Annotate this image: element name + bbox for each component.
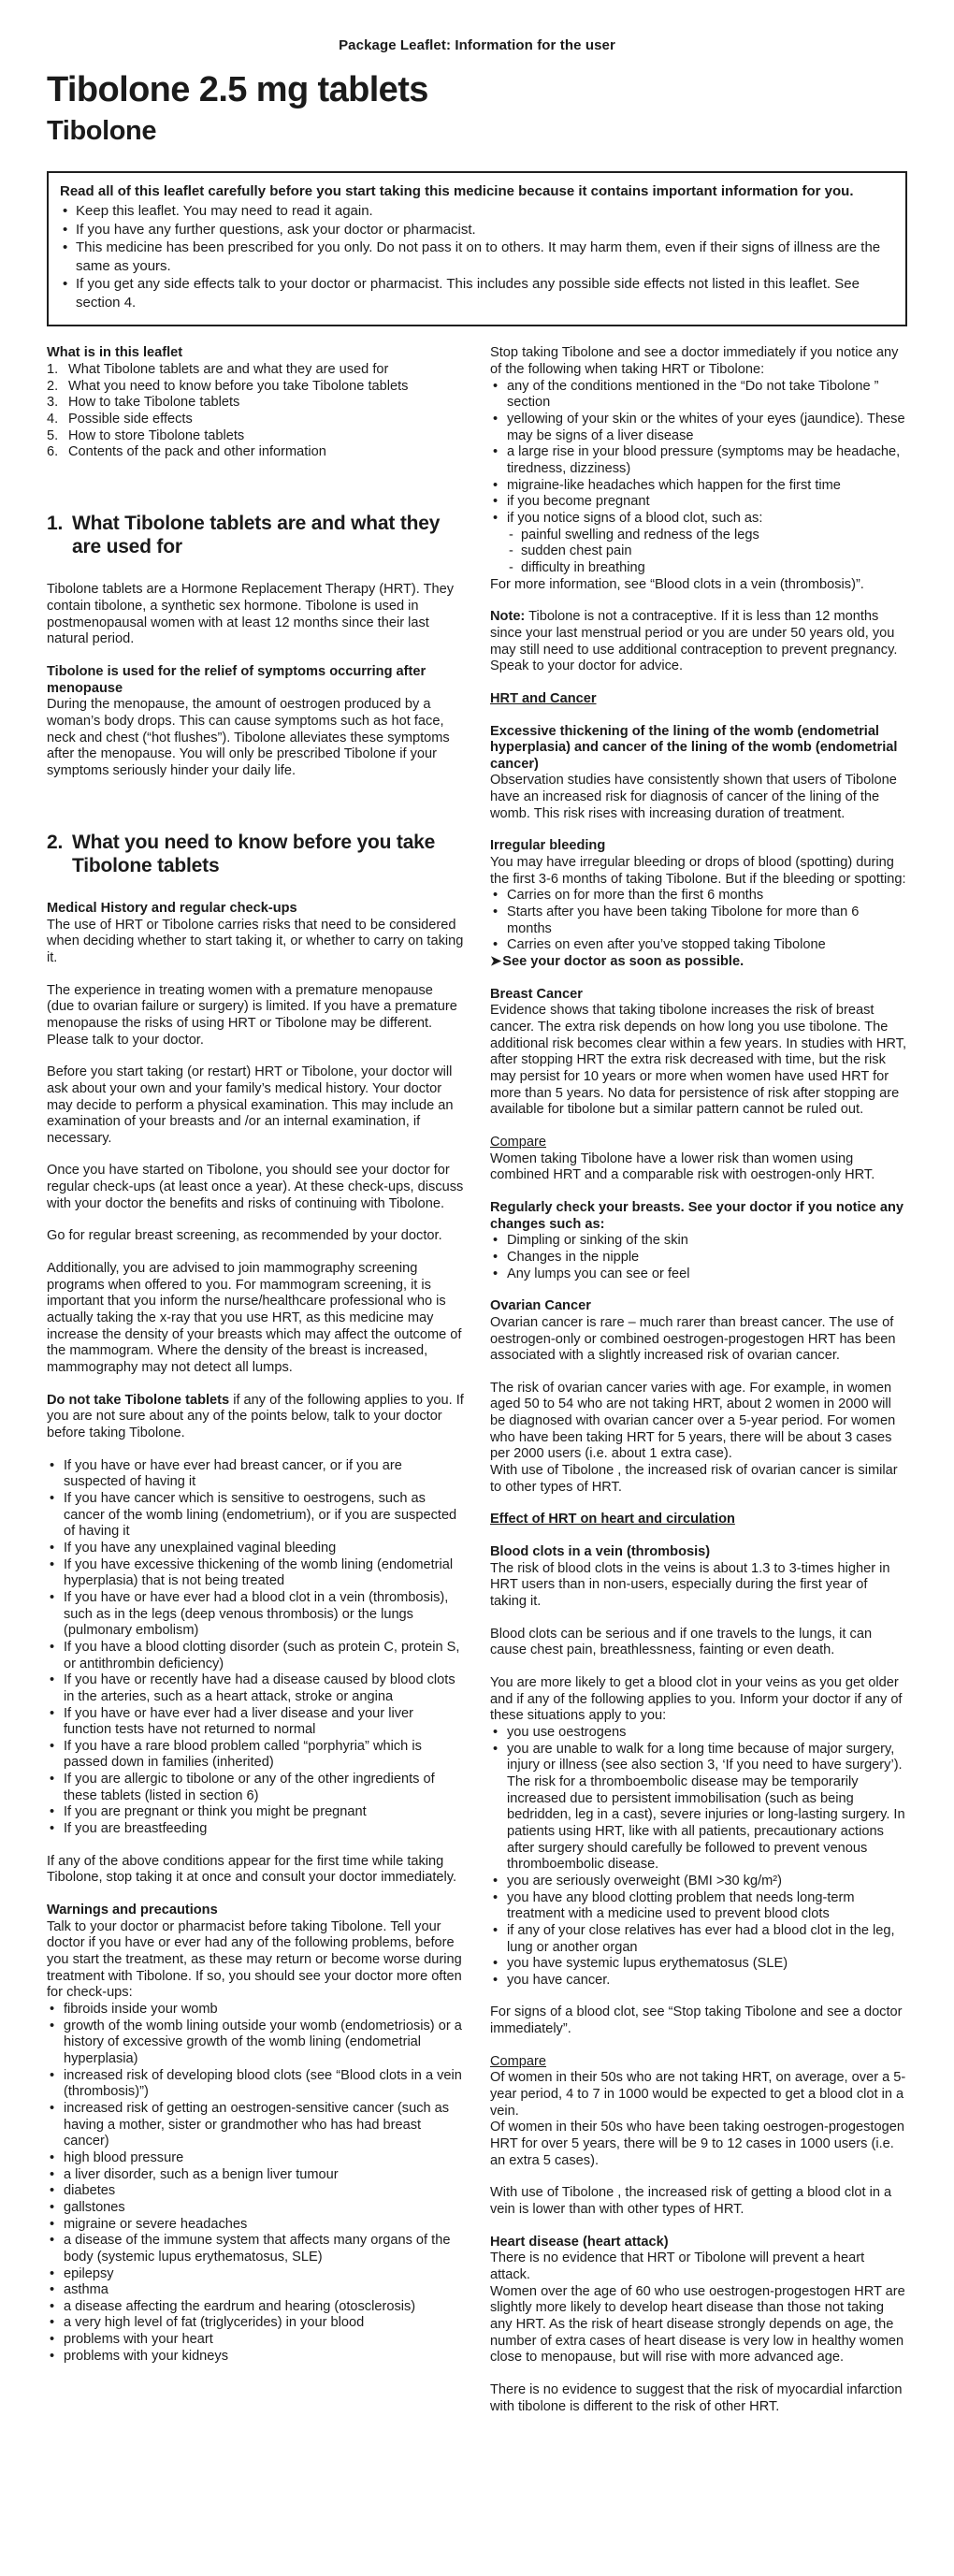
intro-box-list [60,202,892,311]
paragraph [490,1675,907,1725]
item-text: What Tibolone tablets are and what they are used for [68,362,389,378]
compare-label: Compare [490,1134,547,1150]
item-text: How to store Tibolone tablets [68,427,245,443]
paragraph-text: Women taking Tibolone have a lower risk than women using combined HRT and a comparable risk with oestrogen-only HRT. [490,1151,875,1183]
intro-box-bullet: • If you get any side effects talk to your doctor or pharmacist. This includes any possible side effects not listed in this leaflet. See section 4. [60,275,892,311]
paragraph-lead: Note: [490,609,526,625]
intro-box [47,171,907,327]
paragraph [490,1003,907,1119]
bullet-item: • a very high level of fat (triglycerides) in your blood [47,2315,464,2332]
bold-heading: Breast Cancer [490,986,583,1002]
paragraph-text: For signs of a blood clot, see “Stop taking Tibolone and see a doctor immediately”. [490,2004,903,2037]
paragraph-text: Stop taking Tibolone and see a doctor immediately if you notice any of the following when taking HRT or Tibolone: [490,345,899,378]
item-number: 1. [47,362,59,378]
bullet-item: • If you are breastfeeding [47,1821,464,1838]
paragraph-text: Evidence shows that taking tibolone increases the risk of breast cancer. The extra risk depends on how long you use tibolone. The additional risk becomes clear within a few years. In studies with HRT, after stopping HRT the extra risk decreased with time, but the risk may persist for 10 years or more when women have used HRT for more than 5 years. No data for persistence of risk after stopping are available for tibolone but a similar pattern cannot be ruled out. [490,1003,907,1118]
sub-bullet-item: - difficulty in breathing [507,560,907,577]
numbered-list [47,362,464,461]
bullet-item: • epilepsy [47,2266,464,2283]
paragraph [490,2382,907,2415]
paragraph [490,609,907,675]
bullet-item: • you have systemic lupus erythematosus (SLE) [490,1956,907,1973]
compare-label: Compare [490,2053,547,2069]
bullet-item: • you have any blood clotting problem that needs long-term treatment with a medicine used to prevent blood clots [490,1890,907,1923]
bullet-list [490,888,907,954]
paragraph [490,2284,907,2366]
paragraph-text: You may have irregular bleeding or drops of blood (spotting) during the first 3-6 months of taking Tibolone. But if the bleeding or spotting: [490,855,906,887]
paragraph-text: You are more likely to get a blood clot in your veins as you get older and if any of the following applies to you. Inform your doctor if any of these situations apply to you: [490,1675,903,1724]
bullet-item: • problems with your kidneys [47,2349,464,2366]
column-right [490,345,907,2415]
paragraph [490,1381,907,1463]
paragraph [47,1261,464,1377]
paragraph-text: Of women in their 50s who have been taking oestrogen-progestogen HRT for over 5 years, there will be 9 to 12 cases in 1000 users (i.e. an extra 5 cases). [490,2120,904,2168]
bullet-item: • If you have or recently have had a disease caused by blood clots in the arteries, such as a heart attack, stroke or angina [47,1672,464,1705]
bullet-item: • you use oestrogens [490,1725,907,1742]
paragraph [490,1151,907,1184]
paragraph [47,697,464,779]
underlined-heading: HRT and Cancer [490,690,597,706]
paragraph [47,1163,464,1212]
bold-heading: Regularly check your breasts. See your doctor if you notice any changes such as: [490,1199,904,1232]
intro-box-bullet: • Keep this leaflet. You may need to read it again. [60,202,892,221]
bullet-item: • If you have a rare blood problem called “porphyria” which is passed down in families (inherited) [47,1739,464,1772]
item-number: 2. [47,378,59,394]
bullet-item: • If you have or have ever had breast cancer, or if you are suspected of having it [47,1458,464,1491]
paragraph-text: if any of the following applies to you. If you are not sure about any of the points below, talk to your doctor before taking Tibolone. [47,1392,464,1441]
section-title: What Tibolone tablets are and what they are used for [72,512,441,558]
numbered-item [47,428,464,445]
leaflet-columns [47,345,907,2415]
bullet-item: • growth of the womb lining outside your womb (endometriosis) or a history of excessive growth of the womb lining (endometrial hyperplasia) [47,2019,464,2068]
sub-bullet-item: - painful swelling and redness of the legs [507,528,907,544]
paragraph-text: Go for regular breast screening, as recommended by your doctor. [47,1228,442,1244]
bullet-item: • asthma [47,2282,464,2299]
numbered-item [47,379,464,396]
paragraph-text: Women over the age of 60 who use oestrogen-progestogen HRT are slightly more likely to develop heart disease than those not taking any HRT. As the risk of heart disease strongly depends on age, the number of extra cases of heart disease is very low in healthy women close to menopause, but will rise with more advanced age. [490,2283,905,2366]
bullet-item: • a liver disorder, such as a benign liver tumour [47,2167,464,2184]
bold-heading: Ovarian Cancer [490,1298,591,1314]
bold-heading: Excessive thickening of the lining of the womb (endometrial hyperplasia) and cancer of the lining of the womb (endometrial cancer) [490,723,898,772]
paragraph [47,1228,464,1245]
bullet-item: • a disease of the immune system that affects many organs of the body (systemic lupus erythematosus, SLE) [47,2233,464,2265]
intro-box-bullet: • This medicine has been prescribed for you only. Do not pass it on to others. It may harm them, even if their signs of illness are the same as yours. [60,239,892,275]
paragraph [47,918,464,967]
section-number: 1. [47,512,64,534]
paragraph [490,1627,907,1659]
column-left [47,345,464,2415]
bold-heading: Tibolone is used for the relief of symptoms occurring after menopause [47,663,426,696]
bullet-list-wrap [47,1458,464,1838]
paragraph-text: Talk to your doctor or pharmacist before taking Tibolone. Tell your doctor if you have or ever had any of the following problems, before you start the treatment, as these may return or become worse during treatment with Tibolone. If so, you should see your doctor more often for check-ups: [47,1918,462,2001]
paragraph-text: During the menopause, the amount of oestrogen produced by a woman’s body drops. This can cause symptoms such as hot face, neck and chest (“hot flushes”). Tibolone alleviates these symptoms after the menopause. You will only be prescribed Tibolone if your symptoms seriously hinder your daily life. [47,697,450,778]
item-text: What you need to know before you take Tibolone tablets [68,378,409,394]
page-title: Tibolone 2.5 mg tablets [47,70,428,109]
bold-heading: Irregular bleeding [490,838,606,854]
paragraph [47,582,464,648]
section-title: What you need to know before you take Tibolone tablets [72,831,436,876]
paragraph [490,345,907,378]
numbered-item [47,395,464,412]
bullet-list-wrap [47,2002,464,2365]
paragraph-text: For more information, see “Blood clots in a vein (thrombosis)”. [490,576,864,592]
paragraph-text: Blood clots can be serious and if one travels to the lungs, it can cause chest pain, breathlessness, fainting or even death. [490,1626,873,1658]
bold-heading: Heart disease (heart attack) [490,2234,669,2250]
bullet-item: • gallstones [47,2200,464,2217]
bullet-list [490,379,907,577]
paragraph-text: Additionally, you are advised to join mammography screening programs when offered to you. For mammogram screening, it is important that you inform the nurse/healthcare professional who is actually taking the x-ray that you use HRT, as this medicine may increase the density of your breasts which may affect the outcome of the mammogram. Where the density of the breast is increased, mammography may not detect all lumps. [47,1261,462,1376]
section-heading [47,831,464,877]
bold-heading: Warnings and precautions [47,1903,218,1918]
bullet-list-wrap [490,888,907,954]
paragraph-text: The experience in treating women with a premature menopause (due to ovarian failure or surgery) is limited. If you have a premature menopause the risks of using HRT or Tibolone may be different. Please talk to your doctor. [47,982,457,1048]
paragraph-text: Once you have started on Tibolone, you should see your doctor for regular check-ups (at least once a year). At these check-ups, discuss with your doctor the benefits and risks of continuing with Tibolone. [47,1163,464,1211]
paragraph-text: Before you start taking (or restart) HRT or Tibolone, your doctor will ask about your own and your family’s medical history. Your doctor may decide to perform a physical examination. This may include an examination of your breasts and /or an internal examination, if necessary. [47,1064,454,1146]
item-number: 4. [47,412,59,427]
bullet-item: • you are unable to walk for a long time because of major surgery, injury or illness (see also section 3, ‘If you need to have surgery’). The risk for a thromboembolic disease may be temporarily increased due to persistent immobilisation (such as being bedridden, leg in a cast), severe injuries or long-lasting surgery. In patients using HRT, like with all patients, precautionary actions after surgery should carefully be followed to prevent venous thromboembolic disease. [490,1742,907,1874]
bullet-list [47,1458,464,1838]
item-text: Possible side effects [68,412,193,427]
bullet-item: • problems with your heart [47,2332,464,2349]
paragraph-text: Of women in their 50s who are not taking HRT, on average, over a 5-year period, 4 to 7 in 1000 would be expected to get a blood clot in a vein. [490,2070,906,2119]
bullet-item: • you are seriously overweight (BMI >30 kg/m²) [490,1874,907,1890]
item-text: How to take Tibolone tablets [68,395,240,411]
bullet-list [47,2002,464,2365]
paragraph-text: The risk of ovarian cancer varies with age. For example, in women aged 50 to 54 who are not taking HRT, about 2 women in 2000 will be diagnosed with ovarian cancer over a 5-year period. For women who have been taking HRT for 5 years, there will be about 3 cases per 2000 users (i.e. about 1 extra case). [490,1380,896,1462]
bullet-list [490,1725,907,1990]
numbered-item [47,444,464,461]
bullet-item: • increased risk of developing blood clots (see “Blood clots in a vein (thrombosis)”) [47,2068,464,2101]
bullet-list-wrap [490,1725,907,1990]
paragraph [490,1561,907,1611]
bullet-item: • Carries on even after you’ve stopped taking Tibolone [490,937,907,954]
bullet-item: • high blood pressure [47,2150,464,2167]
section-heading [47,512,464,558]
bullet-item: • Changes in the nipple [490,1250,907,1266]
bullet-list-wrap [490,379,907,577]
bullet-item: • If you are pregnant or think you might be pregnant [47,1804,464,1821]
leaflet-kicker: Package Leaflet: Information for the user [339,37,615,53]
item-number: 6. [47,444,59,460]
paragraph [47,1919,464,2002]
intro-box-heading: Read all of this leaflet carefully before you start taking this medicine because it contains important information for you. [60,182,854,199]
paragraph [490,2004,907,2037]
paragraph-text: Ovarian cancer is rare – much rarer than breast cancer. The use of oestrogen-only or combined oestrogen-progestogen HRT has been associated with a slightly increased risk of ovarian cancer. [490,1314,896,1364]
paragraph-text: The use of HRT or Tibolone carries risks that need to be considered when deciding whether to start taking it, or whether to carry on taking it. [47,917,464,965]
paragraph [490,855,907,888]
paragraph [490,2185,907,2218]
item-number: 3. [47,395,59,411]
page-subtitle: Tibolone [47,115,157,146]
bullet-item: • fibroids inside your womb [47,2002,464,2019]
bullet-item: • If you have a blood clotting disorder (such as protein C, protein S, or antithrombin deficiency) [47,1640,464,1672]
numbered-item [47,362,464,379]
bullet-item: • migraine-like headaches which happen for the first time [490,478,907,495]
bullet-item: • a disease affecting the eardrum and hearing (otosclerosis) [47,2299,464,2316]
paragraph [47,1393,464,1442]
section-number: 2. [47,831,64,853]
bullet-item: • a large rise in your blood pressure (symptoms may be headache, tiredness, dizziness) [490,444,907,477]
bullet-item: • yellowing of your skin or the whites of your eyes (jaundice). These may be signs of a liver disease [490,412,907,444]
arrow-note [490,954,907,971]
bullet-item: • Dimpling or sinking of the skin [490,1233,907,1250]
paragraph-text: If any of the above conditions appear for the first time while taking Tibolone, stop taking it at once and consult your doctor immediately. [47,1853,457,1886]
bullet-list [490,1233,907,1282]
paragraph-text: There is no evidence to suggest that the risk of myocardial infarction with tibolone is different to the risk of other HRT. [490,2381,903,2414]
bold-heading: Blood clots in a vein (thrombosis) [490,1544,711,1560]
bullet-item: • you have cancer. [490,1973,907,1990]
paragraph [490,2250,907,2283]
bullet-item: • Carries on for more than the first 6 months [490,888,907,904]
paragraph-lead: Do not take Tibolone tablets [47,1392,230,1408]
paragraph [490,1463,907,1496]
intro-box-bullet: • If you have any further questions, ask your doctor or pharmacist. [60,221,892,239]
bullet-list-wrap [490,1233,907,1282]
item-number: 5. [47,427,59,443]
bullet-item: • If you are allergic to tibolone or any of the other ingredients of these tablets (listed in section 6) [47,1772,464,1804]
paragraph-text: With use of Tibolone , the increased risk of ovarian cancer is similar to other types of HRT. [490,1463,898,1495]
bullet-item: • if any of your close relatives has ever had a blood clot in the leg, lung or another organ [490,1923,907,1956]
bullet-item: • migraine or severe headaches [47,2217,464,2234]
underlined-heading: Effect of HRT on heart and circulation [490,1512,735,1527]
arrow-text: See your doctor as soon as possible. [502,954,744,970]
bullet-item: • diabetes [47,2183,464,2200]
paragraph-text: With use of Tibolone , the increased risk of getting a blood clot in a vein is lower than with other types of HRT. [490,2185,892,2218]
paragraph [490,577,907,594]
bullet-item: • if you notice signs of a blood clot, such as: [490,511,907,528]
bullet-item: • If you have or have ever had a liver disease and your liver function tests have not returned to normal [47,1706,464,1739]
item-text: Contents of the pack and other information [68,444,326,460]
arrow-icon: ➤ [490,954,502,970]
bullet-item: • Any lumps you can see or feel [490,1266,907,1283]
bullet-item: • If you have or have ever had a blood clot in a vein (thrombosis), such as in the legs (deep venous thrombosis) or the lungs (pulmonary embolism) [47,1590,464,1640]
numbered-item [47,412,464,428]
paragraph-text: Observation studies have consistently shown that users of Tibolone have an increased risk for diagnosis of cancer of the lining of the womb. This risk rises with increasing duration of treatment. [490,773,897,821]
paragraph [490,1315,907,1365]
paragraph-text: The risk of blood clots in the veins is about 1.3 to 3-times higher in HRT users than in non-users, especially during the first year of taking it. [490,1560,890,1610]
bullet-item: • If you have any unexplained vaginal bleeding [47,1541,464,1557]
paragraph-text: Tibolone is not a contraceptive. If it is less than 12 months since your last menstrual period or you are under 50 years old, you may still need to use additional contraception to prevent pregnancy. Speak to your doctor for advice. [490,609,898,674]
sub-bullet-item: - sudden chest pain [507,543,907,560]
paragraph [47,1064,464,1147]
paragraph [47,1854,464,1887]
bullet-item: • If you have cancer which is sensitive to oestrogens, such as cancer of the womb lining (endometrium), or if you are suspected of having it [47,1491,464,1541]
bullet-item: • If you have excessive thickening of the womb lining (endometrial hyperplasia) that is not being treated [47,1557,464,1590]
bold-heading: What is in this leaflet [47,345,183,361]
bullet-item: • increased risk of getting an oestrogen-sensitive cancer (such as having a mother, sister or grandmother who has had breast cancer) [47,2101,464,2150]
paragraph [490,2070,907,2120]
bullet-item: • Starts after you have been taking Tibolone for more than 6 months [490,904,907,937]
bullet-item: • if you become pregnant [490,494,907,511]
paragraph [490,773,907,822]
bold-heading: Medical History and regular check-ups [47,900,297,916]
paragraph [47,983,464,1049]
paragraph [490,2120,907,2169]
paragraph-text: Tibolone tablets are a Hormone Replacement Therapy (HRT). They contain tibolone, a synthetic sex hormone. Tibolone is used in postmenopausal women with at least 12 months since their last natural period. [47,582,455,647]
bullet-item: • any of the conditions mentioned in the “Do not take Tibolone ” section [490,379,907,412]
paragraph-text: There is no evidence that HRT or Tibolone will prevent a heart attack. [490,2250,865,2283]
